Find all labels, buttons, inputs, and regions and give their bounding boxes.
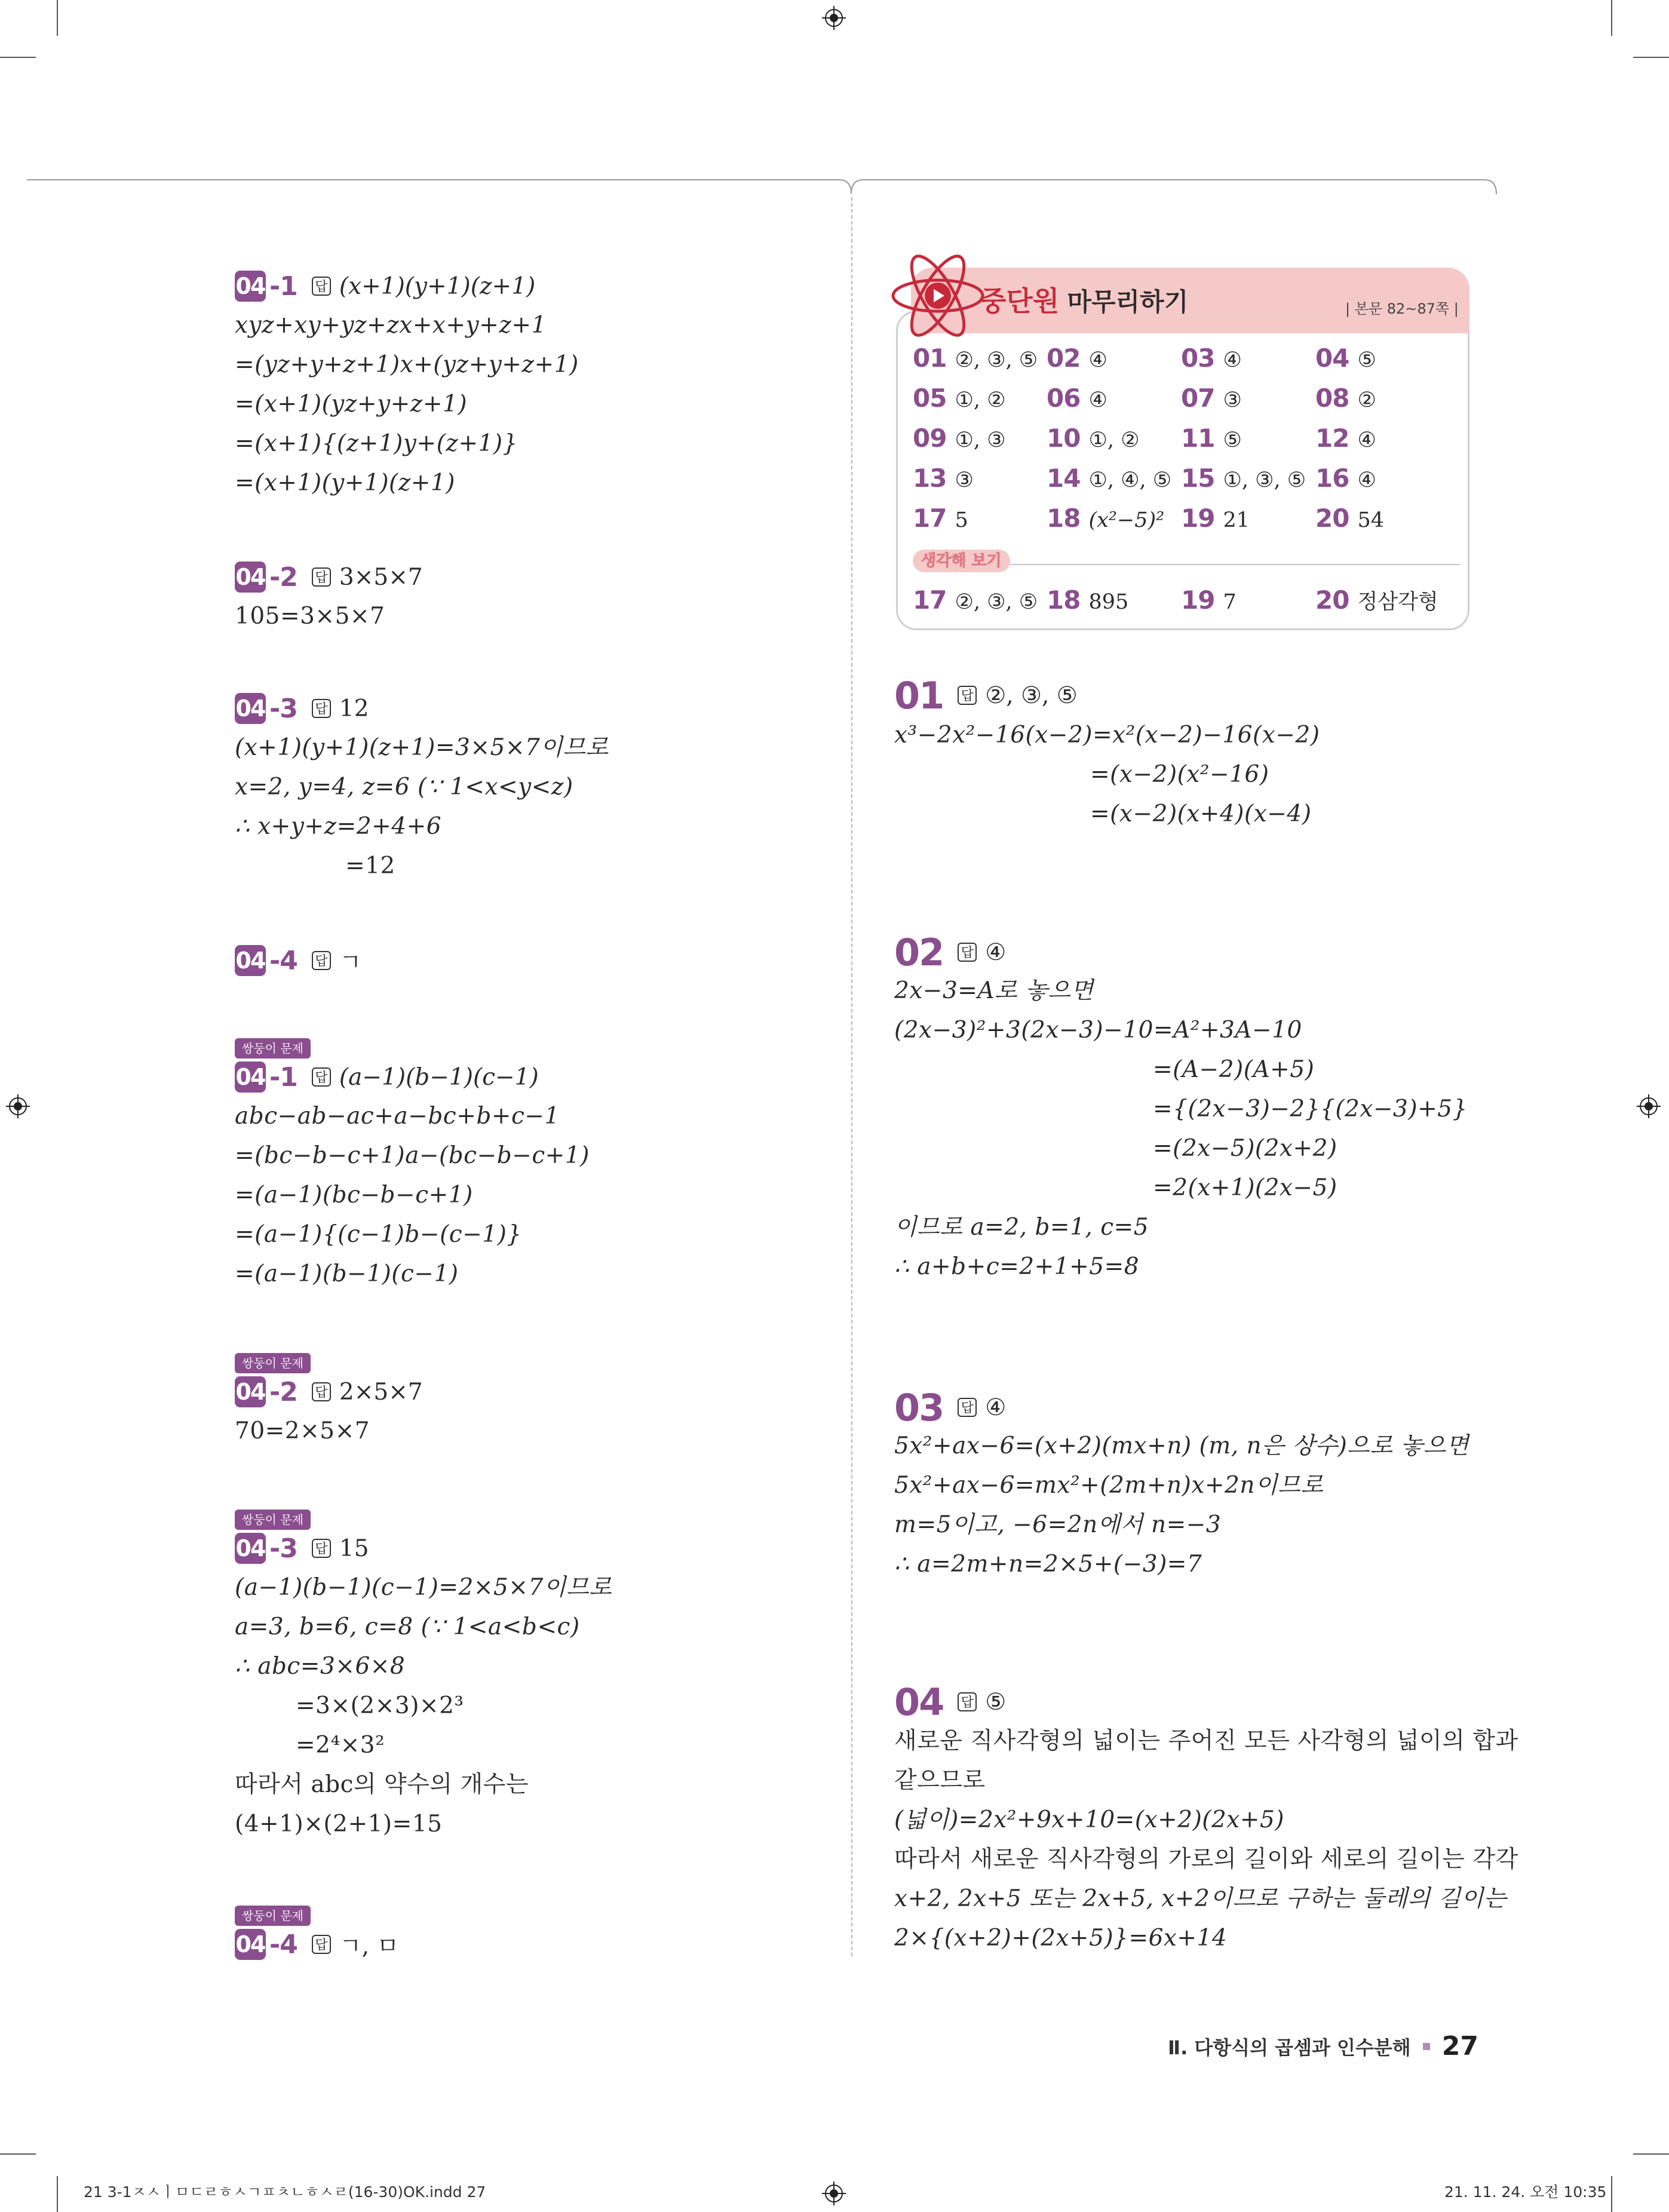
answer-text: ②, ③, ⑤: [985, 682, 1078, 709]
crop-mark: [1633, 57, 1669, 58]
solution-line: ∴ a+b+c=2+1+5=8: [894, 1253, 1140, 1280]
summary-cell: 03 ④: [1181, 343, 1242, 373]
summary-cell: 17 5: [913, 504, 968, 533]
crop-mark: [0, 57, 36, 58]
summary-cell: 01 ②, ③, ⑤: [913, 343, 1038, 373]
think-divider: [1010, 564, 1461, 565]
registration-mark-icon: [1637, 1094, 1661, 1118]
problem-badge: 04: [235, 1533, 266, 1564]
solution-line: 같으므로: [894, 1767, 986, 1794]
solution-line: ∴ a=2m+n=2×5+(−3)=7: [894, 1551, 1202, 1578]
solution-line: =12: [345, 852, 395, 879]
summary-cell: 06 ④: [1047, 384, 1107, 413]
twin-04-2-header: [235, 1373, 423, 1410]
solution-line: 5x²+ax−6=(x+2)(mx+n) (m, n은 상수)으로 놓으면: [894, 1432, 1469, 1459]
problem-badge: 04: [235, 562, 266, 593]
crop-mark: [1611, 2176, 1612, 2212]
problem-04-3-header: [235, 690, 369, 727]
question-number: 03: [894, 1385, 944, 1429]
problem-badge: 04: [235, 693, 266, 724]
problem-badge: 04: [235, 945, 266, 976]
question-number: 04: [894, 1680, 944, 1724]
file-slug: 21 3-1ㅈㅅㅣㅁㄷㄹㅎㅅㄱㅍㅊㄴㅎㅅㄹ(16-30)OK.indd 27: [84, 2183, 486, 2201]
solution-line: =(x+1)(yz+y+z+1): [235, 391, 468, 418]
summary-cell: 07 ③: [1181, 384, 1242, 413]
answer-mark-icon: 답: [958, 686, 977, 705]
solution-line: x+2, 2x+5 또는 2x+5, x+2이므로 구하는 둘레의 길이는: [894, 1885, 1507, 1912]
summary-cell: 08 ②: [1315, 384, 1376, 413]
problem-suffix: -4: [269, 945, 297, 976]
solution-line: =(A−2)(A+5): [1153, 1056, 1315, 1083]
answer-mark-icon: 답: [312, 1067, 331, 1087]
problem-04-1-header: [235, 268, 535, 305]
question-number: 02: [894, 930, 944, 974]
solution-line: 70=2×5×7: [235, 1418, 370, 1444]
solution-line: =3×(2×3)×2³: [296, 1692, 464, 1719]
registration-mark-icon: [822, 6, 846, 30]
twin-04-4-header: [235, 1926, 399, 1963]
summary-cell: 09 ①, ③: [913, 424, 1006, 453]
summary-cell: 10 ①, ②: [1047, 424, 1140, 453]
crop-mark: [57, 0, 58, 36]
answer-text: ㄱ, ㅁ: [339, 1933, 400, 1960]
answer-text: 3×5×7: [339, 563, 423, 591]
answer-text: ④: [985, 1394, 1007, 1421]
solution-line: =(x−2)(x²−16): [1090, 761, 1269, 788]
chapter-footer: [1168, 2031, 1478, 2061]
solution-line: 2×{(x+2)+(2x+5)}=6x+14: [894, 1925, 1228, 1952]
summary-title-rest: 마무리하기: [1067, 287, 1189, 317]
solution-line: ={(2x−3)−2}{(2x−3)+5}: [1153, 1096, 1468, 1122]
solution-line: m=5이고, −6=2n에서 n=−3: [894, 1511, 1222, 1538]
answer-text: ④: [985, 938, 1007, 966]
solution-line: (x+1)(y+1)(z+1)=3×5×7이므로: [235, 734, 609, 761]
answer-mark-icon: 답: [312, 699, 331, 718]
registration-mark-icon: [822, 2182, 846, 2205]
solution-line: (4+1)×(2+1)=15: [235, 1811, 443, 1837]
solution-line: =(bc−b−c+1)a−(bc−b−c+1): [235, 1142, 590, 1169]
summary-cell: 12 ④: [1315, 424, 1376, 453]
solution-line: 새로운 직사각형의 넓이는 주어진 모든 사각형의 넓이의 합과: [894, 1728, 1518, 1754]
solution-line: (2x−3)²+3(2x−3)−10=A²+3A−10: [894, 1017, 1302, 1044]
answer-mark-icon: 답: [312, 277, 331, 296]
solution-line: 따라서 abc의 약수의 개수는: [235, 1771, 529, 1798]
question-number: 01: [894, 673, 944, 717]
summary-cell: 14 ①, ④, ⑤: [1047, 464, 1172, 493]
solution-line: =(a−1)(b−1)(c−1): [235, 1260, 459, 1287]
problem-badge: 04: [235, 1376, 266, 1407]
problem-suffix: -3: [269, 693, 297, 724]
problem-badge: 04: [235, 271, 266, 302]
solution-line: 5x²+ax−6=mx²+(2m+n)x+2n이므로: [894, 1472, 1324, 1499]
solution-line: xyz+xy+yz+zx+x+y+z+1: [235, 312, 547, 339]
top-rule: [27, 176, 1502, 200]
solution-line: =2⁴×3²: [296, 1732, 385, 1759]
crop-mark: [1633, 2153, 1669, 2155]
column-divider: [851, 197, 852, 1956]
problem-04-2-header: [235, 559, 423, 596]
question-01-header: [894, 675, 1078, 716]
solution-line: 이므로 a=2, b=1, c=5: [894, 1214, 1149, 1241]
summary-cell: 19 21: [1181, 504, 1250, 533]
summary-cell: 17 ②, ③, ⑤: [913, 585, 1038, 615]
solution-line: ∴ abc=3×6×8: [235, 1653, 406, 1680]
answer-mark-icon: 답: [312, 1539, 331, 1558]
answer-mark-icon: 답: [312, 951, 331, 970]
problem-suffix: -2: [269, 1376, 297, 1407]
summary-cell: 19 7: [1181, 585, 1237, 615]
answer-text: 2×5×7: [339, 1378, 423, 1406]
summary-cell: 18 895: [1047, 585, 1129, 615]
summary-cell: 05 ①, ②: [913, 384, 1006, 413]
chapter-title: Ⅱ. 다항식의 곱셈과 인수분해: [1168, 2036, 1411, 2059]
summary-cell: 13 ③: [913, 464, 974, 493]
summary-cell: 11 ⑤: [1181, 424, 1242, 453]
question-04-header: [894, 1682, 1006, 1722]
solution-line: =(a−1){(c−1)b−(c−1)}: [235, 1221, 522, 1248]
crop-mark: [1611, 0, 1612, 36]
answer-text: (x+1)(y+1)(z+1): [339, 272, 536, 300]
twin-04-3-header: [235, 1530, 369, 1567]
answer-mark-icon: 답: [312, 1935, 331, 1954]
solution-line: =(a−1)(bc−b−c+1): [235, 1182, 473, 1208]
solution-line: (넓이)=2x²+9x+10=(x+2)(2x+5): [894, 1806, 1285, 1833]
answer-mark-icon: 답: [312, 567, 331, 587]
crop-mark: [0, 2153, 36, 2155]
problem-badge: 04: [235, 1061, 266, 1093]
solution-line: =(2x−5)(2x+2): [1153, 1135, 1337, 1162]
problem-suffix: -1: [269, 1061, 297, 1093]
solution-line: ∴ x+y+z=2+4+6: [235, 813, 442, 840]
think-label: 생각해 보기: [913, 550, 1010, 572]
registration-mark-icon: [6, 1094, 30, 1118]
twin-04-1-header: [235, 1059, 539, 1096]
solution-line: =(x−2)(x+4)(x−4): [1090, 800, 1312, 827]
answer-mark-icon: 답: [958, 1398, 977, 1417]
problem-suffix: -4: [269, 1929, 297, 1960]
crop-mark: [57, 2176, 58, 2212]
problem-suffix: -1: [269, 271, 297, 302]
solution-line: =2(x+1)(2x−5): [1153, 1174, 1337, 1201]
twin-problem-tag: 쌍둥이 문제: [235, 1906, 311, 1926]
atom-icon: [887, 251, 989, 340]
problem-suffix: -2: [269, 562, 297, 593]
solution-line: 105=3×5×7: [235, 603, 385, 630]
answer-text: 12: [339, 695, 369, 722]
solution-line: (a−1)(b−1)(c−1)=2×5×7이므로: [235, 1574, 612, 1601]
print-timestamp: 21. 11. 24. 오전 10:35: [1444, 2183, 1607, 2201]
answer-text: 15: [339, 1535, 369, 1562]
answer-mark-icon: 답: [958, 1692, 977, 1711]
summary-page-ref: | 본문 82~87쪽 |: [1345, 300, 1459, 317]
summary-cell: 16 ④: [1315, 464, 1376, 493]
page-number: 27: [1441, 2031, 1478, 2061]
problem-suffix: -3: [269, 1533, 297, 1564]
square-bullet-icon: [1423, 2043, 1430, 2050]
answer-mark-icon: 답: [958, 943, 977, 962]
summary-cell: 20 정삼각형: [1315, 585, 1438, 615]
solution-line: 2x−3=A로 놓으면: [894, 977, 1094, 1004]
solution-line: x³−2x²−16(x−2)=x²(x−2)−16(x−2): [894, 722, 1320, 748]
summary-cell: 18 (x²−5)²: [1047, 504, 1165, 533]
solution-line: =(x+1)(y+1)(z+1): [235, 470, 456, 496]
solution-line: =(x+1){(z+1)y+(z+1)}: [235, 430, 518, 457]
answer-text: (a−1)(b−1)(c−1): [339, 1063, 539, 1091]
question-02-header: [894, 932, 1006, 972]
problem-badge: 04: [235, 1929, 266, 1960]
summary-cell: 15 ①, ③, ⑤: [1181, 464, 1306, 493]
summary-title-bold: 중단원: [980, 285, 1060, 317]
twin-problem-tag: 쌍둥이 문제: [235, 1353, 311, 1373]
summary-cell: 20 54: [1315, 504, 1384, 533]
solution-line: x=2, y=4, z=6 (∵ 1<x<y<z): [235, 774, 573, 800]
summary-cell: 02 ④: [1047, 343, 1107, 373]
answer-mark-icon: 답: [312, 1382, 331, 1401]
solution-line: 따라서 새로운 직사각형의 가로의 길이와 세로의 길이는 각각: [894, 1846, 1518, 1873]
summary-title: [980, 280, 1188, 319]
twin-problem-tag: 쌍둥이 문제: [235, 1038, 311, 1059]
summary-cell: 04 ⑤: [1315, 343, 1376, 373]
solution-line: =(yz+y+z+1)x+(yz+y+z+1): [235, 351, 579, 378]
question-03-header: [894, 1387, 1006, 1428]
answer-text: ㄱ: [339, 949, 362, 976]
solution-line: abc−ab−ac+a−bc+b+c−1: [235, 1103, 560, 1130]
problem-04-4-header: [235, 942, 362, 979]
solution-line: a=3, b=6, c=8 (∵ 1<a<b<c): [235, 1613, 580, 1640]
answer-text: ⑤: [985, 1688, 1007, 1716]
twin-problem-tag: 쌍둥이 문제: [235, 1510, 311, 1530]
